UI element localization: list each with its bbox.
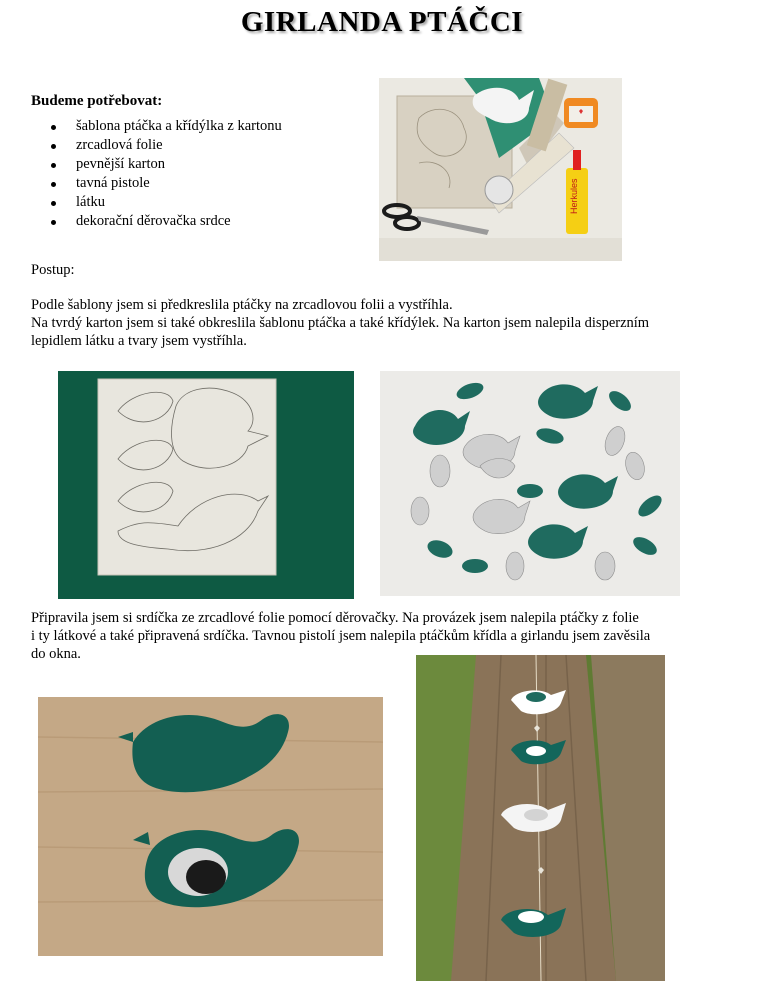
- list-item: pevnější karton: [48, 155, 282, 174]
- garland-photo: [416, 655, 665, 981]
- glue-label: Herkules: [569, 178, 579, 214]
- paragraph-2-line-1: Připravila jsem si srdíčka ze zrcadlové folie pomocí děrovačky. Na provázek jsem nalepila ptáčky z folie: [31, 610, 639, 626]
- list-item: dekorační děrovačka srdce: [48, 212, 282, 231]
- paragraph-1-line-2: Na tvrdý karton jsem si také obkreslila šablonu ptáčka a také křídýlek. Na karton jsem nalepila disperzním: [31, 315, 650, 331]
- template-on-fabric-photo: [58, 371, 354, 599]
- page-title: GIRLANDA PTÁČCI: [240, 6, 524, 38]
- materials-photo: [379, 78, 622, 261]
- procedure-label: Postup:: [31, 262, 75, 278]
- paragraph-1-line-3: lepidlem látku a tvary jsem vystříhla.: [31, 333, 247, 349]
- paragraph-2-line-2: i ty látkové a také připravená srdíčka. Tavnou pistolí jsem nalepila ptáčkům křídla a girlandu jsem zavěsila: [31, 628, 651, 644]
- list-item: látku: [48, 193, 282, 212]
- list-item: tavná pistole: [48, 174, 282, 193]
- paragraph-1-line-1: Podle šablony jsem si předkreslila ptáčky na zrcadlovou folii a vystříhla.: [31, 297, 453, 313]
- list-item: šablona ptáčka a křídýlka z kartonu: [48, 117, 282, 136]
- cut-pieces-photo: [380, 371, 680, 596]
- list-item: zrcadlová folie: [48, 136, 282, 155]
- materials-heading: Budeme potřebovat:: [31, 93, 163, 109]
- paragraph-2-line-3: do okna.: [31, 646, 81, 662]
- materials-list: [48, 117, 282, 231]
- finished-birds-photo: [38, 697, 383, 956]
